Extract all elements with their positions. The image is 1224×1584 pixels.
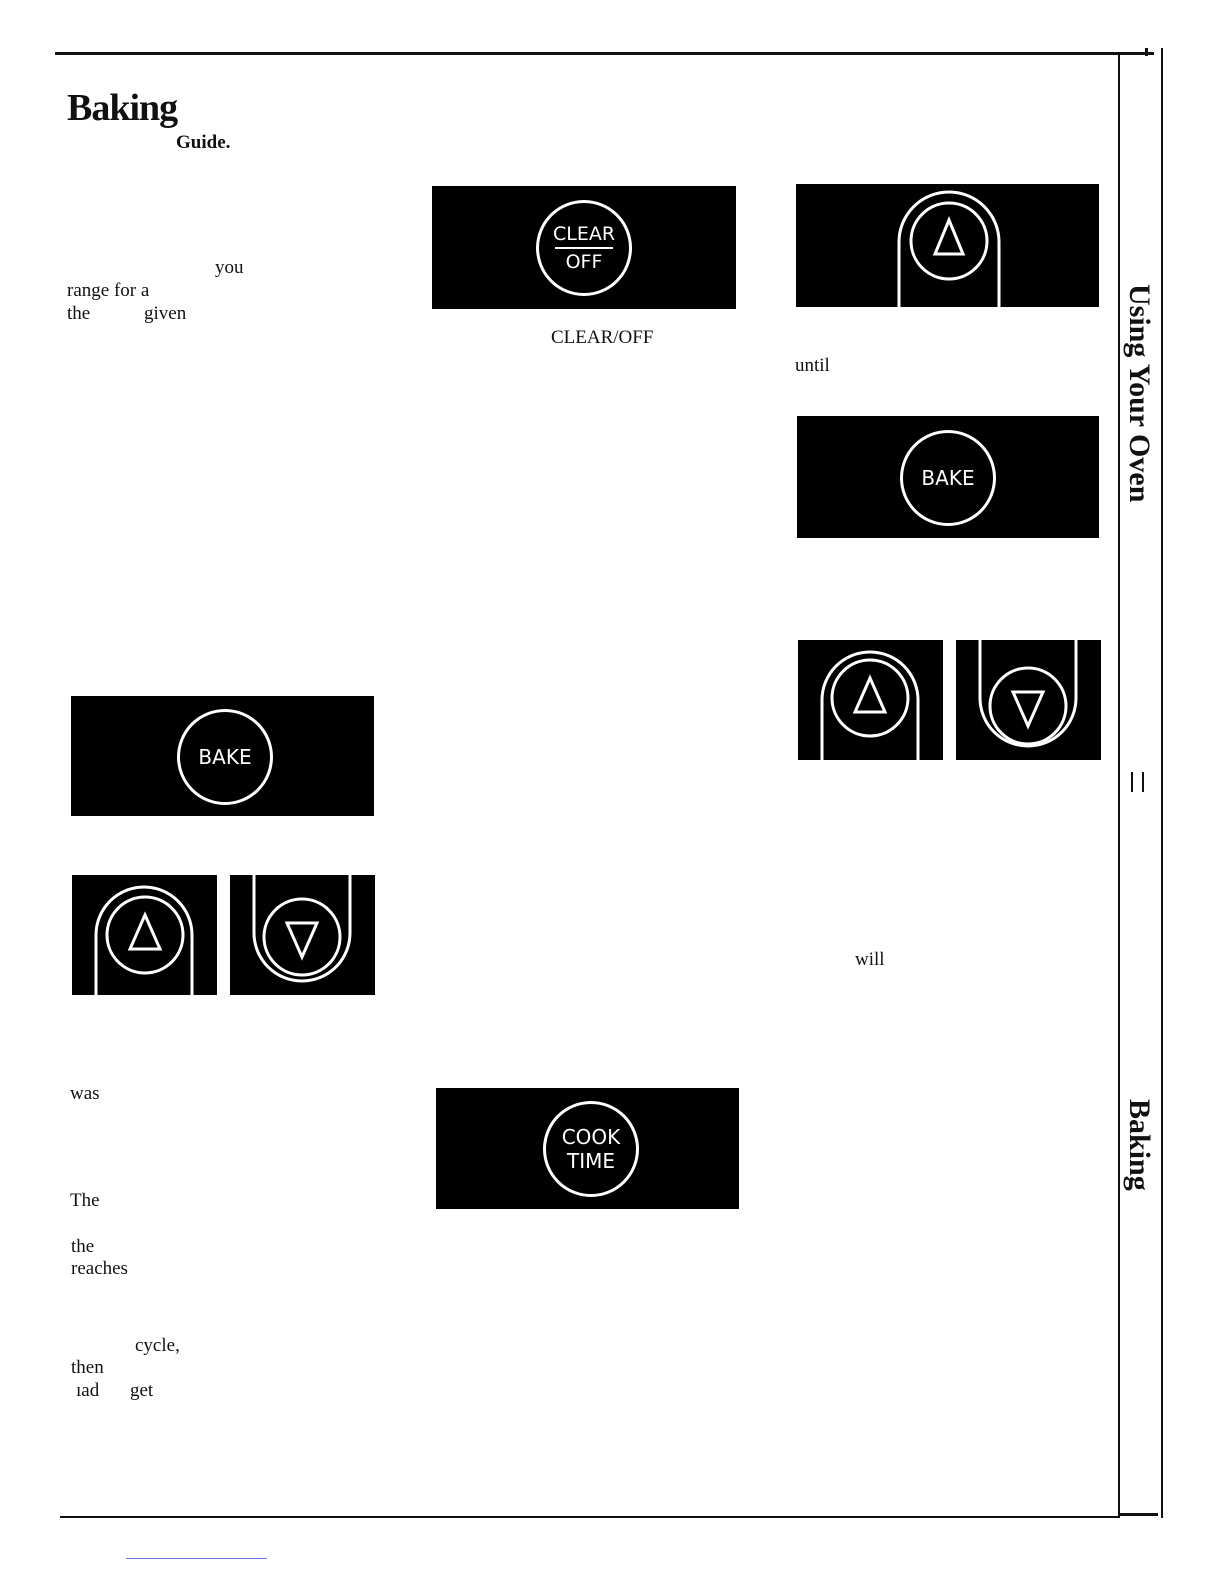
bake-panel-left <box>71 696 374 816</box>
text-range-for-a: range for a <box>67 280 150 301</box>
page-marker-left <box>1131 772 1133 792</box>
sidebar-topic-title: Baking <box>1123 1099 1156 1191</box>
top-rule <box>55 52 1120 55</box>
footer-link-underline <box>126 1558 267 1559</box>
text-you: you <box>215 257 244 278</box>
text-get: get <box>130 1380 154 1401</box>
page-subtitle: Guide. <box>176 132 231 153</box>
text-reaches: reaches <box>71 1258 128 1279</box>
page-title: Baking <box>67 87 178 129</box>
bottom-rule <box>60 1516 1120 1518</box>
cook-label: COOK <box>561 1125 621 1149</box>
bake-button-left[interactable] <box>177 709 273 805</box>
bake-button-right[interactable] <box>900 430 996 526</box>
up-arrow-pad-top[interactable] <box>796 184 1099 307</box>
bake-label-right: BAKE <box>921 466 975 490</box>
clear-off-button[interactable] <box>536 200 632 296</box>
cook-time-panel <box>436 1088 739 1209</box>
clear-label: CLEAR <box>552 223 616 245</box>
text-cycle: cycle, <box>135 1335 180 1356</box>
text-then: then <box>71 1357 104 1378</box>
text-was: was <box>70 1083 100 1104</box>
sidebar-top-mark <box>1145 48 1148 56</box>
text-clear-off: CLEAR/OFF <box>551 327 654 348</box>
clear-off-panel <box>432 186 736 309</box>
down-arrow-pad-right[interactable] <box>956 640 1101 760</box>
page-marker-right <box>1142 772 1144 792</box>
off-label: OFF <box>565 251 603 273</box>
text-the-lower: the <box>71 1236 95 1257</box>
up-arrow-pad-right[interactable] <box>798 640 943 760</box>
sidebar-section-title: Using Your Oven <box>1123 284 1156 503</box>
time-label: TIME <box>566 1149 615 1173</box>
text-given: given <box>144 303 187 324</box>
clear-off-divider <box>555 247 613 249</box>
text-will: will <box>855 949 885 970</box>
sidebar-right-border <box>1161 48 1163 1518</box>
down-arrow-pad-left[interactable] <box>230 875 375 995</box>
text-until: until <box>795 355 830 376</box>
text-the: the <box>67 303 91 324</box>
sidebar-top-tick <box>1120 52 1154 55</box>
text-ad: ıad <box>76 1380 100 1401</box>
bake-label-left: BAKE <box>198 745 252 769</box>
sidebar-bottom-tick <box>1120 1513 1158 1516</box>
text-the-cap: The <box>70 1190 100 1211</box>
bake-panel-right <box>797 416 1099 538</box>
sidebar-left-border <box>1118 52 1120 1518</box>
up-arrow-pad-left[interactable] <box>72 875 217 995</box>
cook-time-button[interactable] <box>543 1101 639 1197</box>
